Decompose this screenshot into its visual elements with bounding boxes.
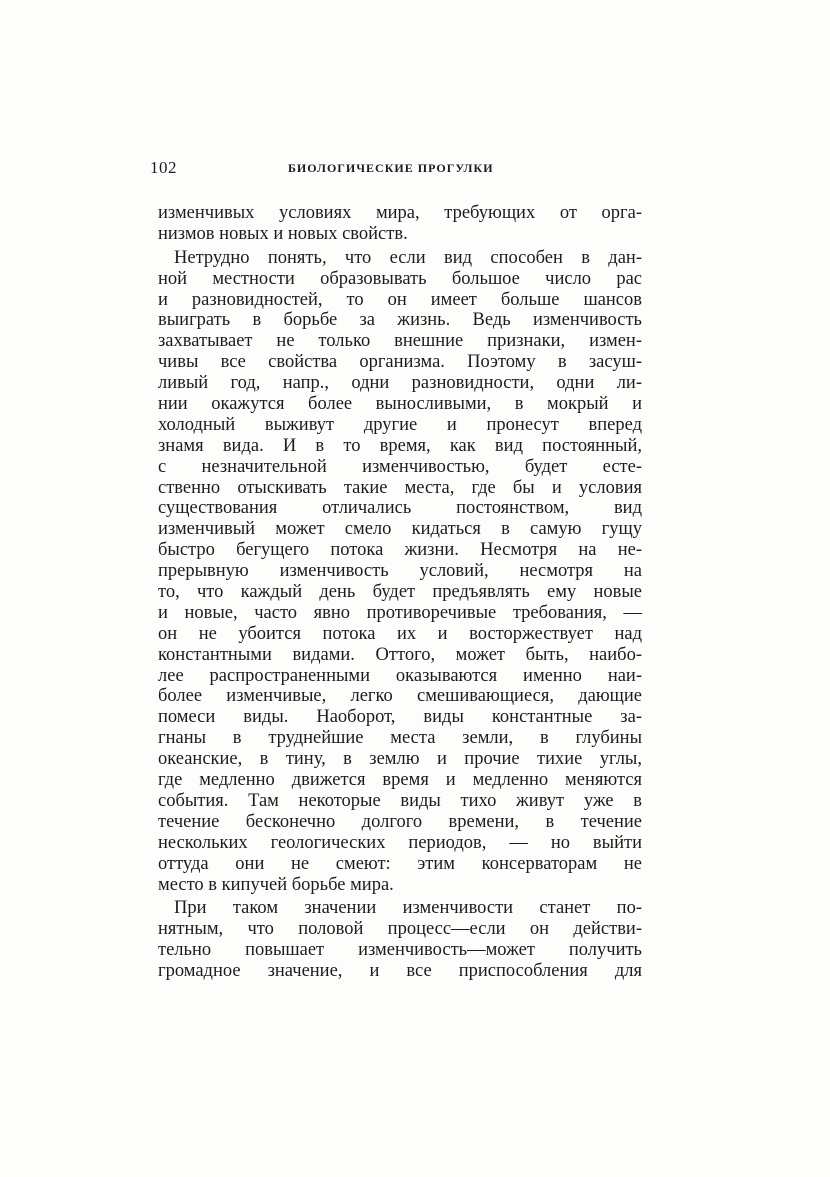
text-line: с незначительной изменчивостью, будет есте- xyxy=(158,456,642,477)
text-line: оттуда они не смеют: этим консерваторам не xyxy=(158,853,642,874)
text-line: помеси виды. Наоборот, виды константные за- xyxy=(158,707,642,728)
text-line: где медленно движется время и медленно меняются xyxy=(158,770,642,791)
text-line: события. Там некоторые виды тихо живут уже в xyxy=(158,790,642,811)
paragraph xyxy=(158,203,642,245)
text-line: константными видами. Оттого, может быть, наибо- xyxy=(158,644,642,665)
running-title: БИОЛОГИЧЕСКИЕ ПРОГУЛКИ xyxy=(288,161,494,175)
text-line: нескольких геологических периодов, — но выйти xyxy=(158,832,642,853)
paragraph xyxy=(158,248,642,896)
text-line: громадное значение, и все приспособления для xyxy=(158,961,642,982)
text-line: лее распространенными оказываются именно наи- xyxy=(158,665,642,686)
text-line: ственно отыскивать такие места, где бы и условия xyxy=(158,477,642,498)
text-line: гнаны в труднейшие места земли, в глубины xyxy=(158,728,642,749)
text-line: знамя вида. И в то время, как вид постоянный, xyxy=(158,435,642,456)
text-line: холодный выживут другие и пронесут вперед xyxy=(158,414,642,435)
text-line: ливый год, напр., одни разновидности, одни ли- xyxy=(158,373,642,394)
text-line: тельно повышает изменчивость—может получить xyxy=(158,940,642,961)
text-line: он не убоится потока их и восторжествует над xyxy=(158,623,642,644)
text-line: При таком значении изменчивости станет по- xyxy=(174,898,642,919)
text-line: низмов новых и новых свойств. xyxy=(158,223,408,244)
text-line: место в кипучей борьбе мира. xyxy=(158,874,394,895)
text-line: чивы все свойства организма. Поэтому в засуш- xyxy=(158,352,642,373)
text-line: течение бесконечно долгого времени, в течение xyxy=(158,811,642,832)
page-header xyxy=(150,158,646,180)
text-line: захватывает не только внешние признаки, измен- xyxy=(158,331,642,352)
text-line: Нетрудно понять, что если вид способен в дан- xyxy=(174,247,642,268)
text-line: существования отличались постоянством, вид xyxy=(158,498,642,519)
text-line: прерывную изменчивость условий, несмотря на xyxy=(158,561,642,582)
text-line: ной местности образовывать большое число рас xyxy=(158,268,642,289)
text-line: выиграть в борьбе за жизнь. Ведь изменчивость xyxy=(158,310,642,331)
text-line: изменчивых условиях мира, требующих от орга- xyxy=(158,203,642,223)
text-line: то, что каждый день будет предъявлять ему новые xyxy=(158,582,642,603)
text-line: нятным, что половой процесс—если он действи- xyxy=(158,919,642,940)
paragraph xyxy=(158,898,642,982)
text-line: и разновидностей, то он имеет больше шансов xyxy=(158,289,642,310)
text-line: и новые, часто явно противоречивые требования, — xyxy=(158,602,642,623)
page-number: 102 xyxy=(150,158,177,177)
text-line: нии окажутся более выносливыми, в мокрый и xyxy=(158,394,642,415)
text-line: более изменчивые, легко смешивающиеся, дающие xyxy=(158,686,642,707)
text-line: быстро бегущего потока жизни. Несмотря на не- xyxy=(158,540,642,561)
text-line: океанские, в тину, в землю и прочие тихие углы, xyxy=(158,749,642,770)
text-line: изменчивый может смело кидаться в самую гущу xyxy=(158,519,642,540)
body-text xyxy=(158,203,642,982)
